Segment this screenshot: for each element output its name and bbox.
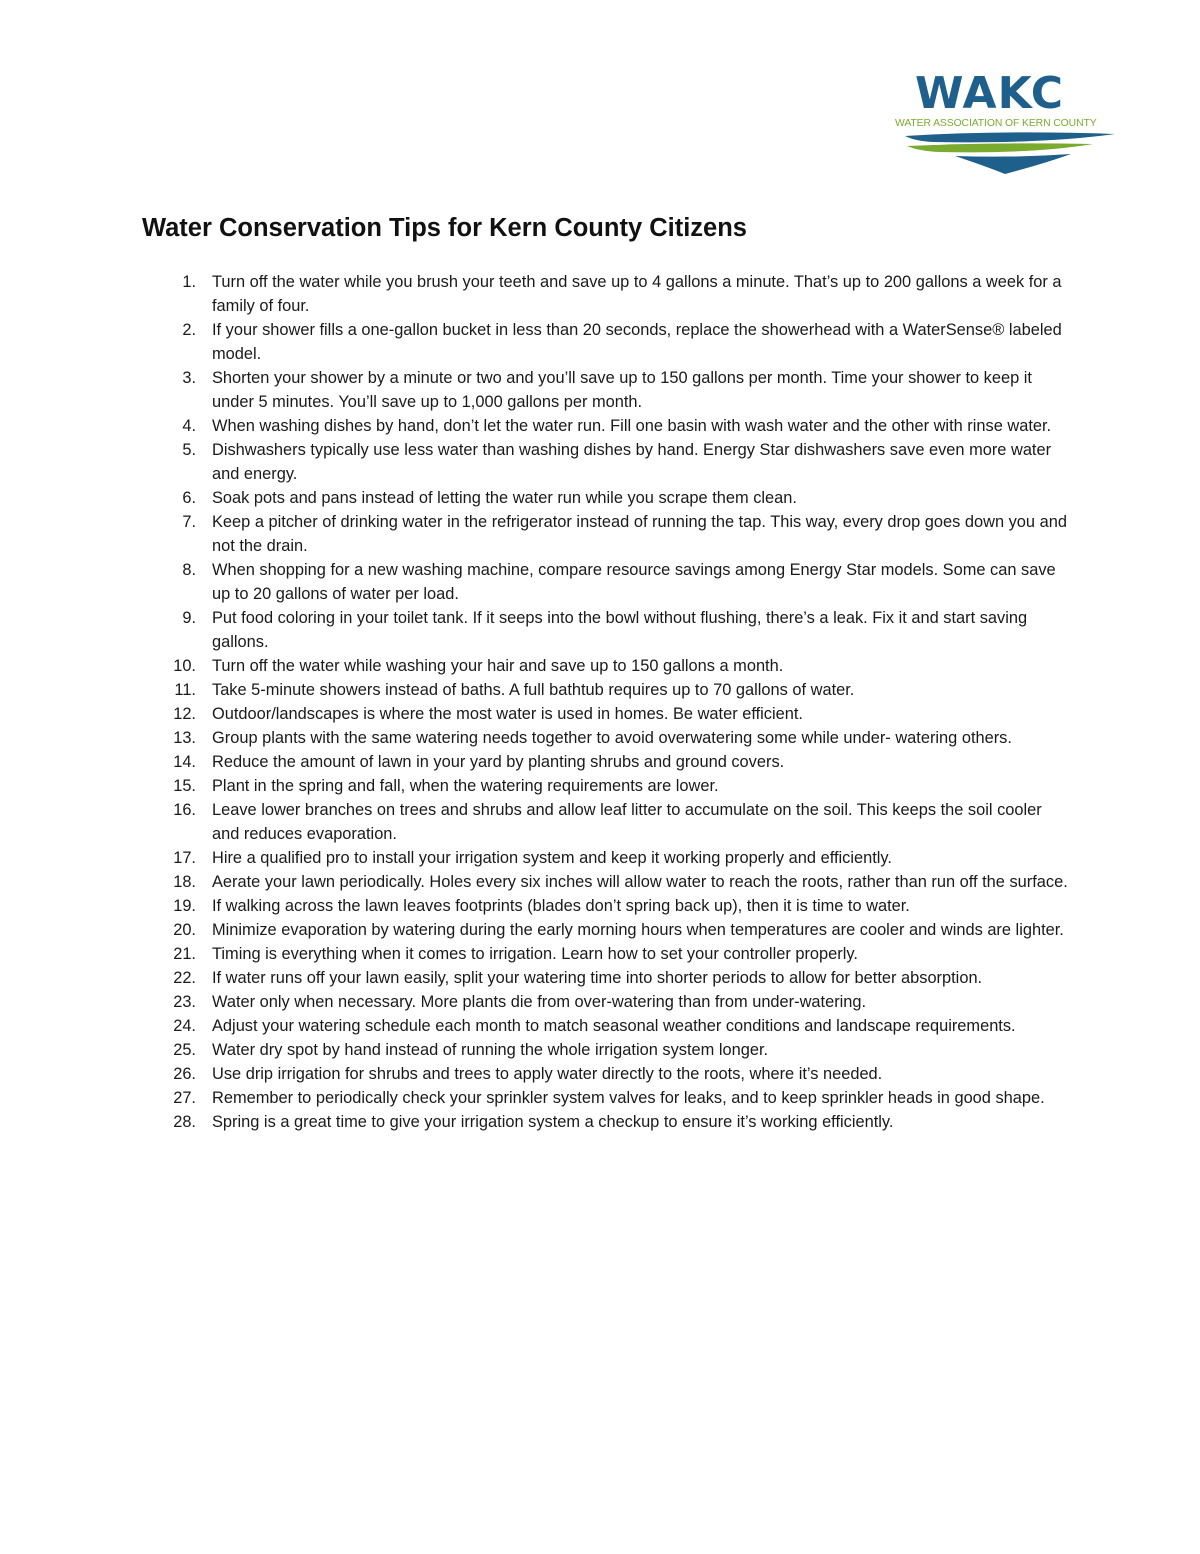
tip-item [172, 870, 1072, 894]
tip-text: Take 5-minute showers instead of baths. A full bathtub requires up to 70 gallons of water. [212, 681, 855, 699]
tip-text: When washing dishes by hand, don’t let the water run. Fill one basin with wash water and the other with rinse water. [212, 417, 1052, 435]
tip-item [172, 1062, 1072, 1086]
tip-number: 28. [173, 1113, 196, 1131]
tip-text: Turn off the water while washing your hair and save up to 150 gallons a month. [212, 657, 784, 675]
tip-text: Leave lower branches on trees and shrubs and allow leaf litter to accumulate on the soil. This keeps the soil cooler and reduces evaporation. [212, 801, 1042, 843]
tip-text: Turn off the water while you brush your teeth and save up to 4 gallons a minute. That’s up to 200 gallons a week for a family of four. [212, 273, 1062, 315]
tip-item [172, 798, 1072, 846]
tip-text: Aerate your lawn periodically. Holes every six inches will allow water to reach the roots, rather than run off the surface. [212, 873, 1068, 891]
tip-item [172, 846, 1072, 870]
tip-item [172, 270, 1072, 318]
tip-item [172, 678, 1072, 702]
water-wave-icon [893, 128, 1119, 176]
tip-number: 13. [173, 729, 196, 747]
wave-blue-band [905, 132, 1115, 142]
tip-item [172, 486, 1072, 510]
tip-text: If water runs off your lawn easily, split your watering time into shorter periods to allow for better absorption. [212, 969, 983, 987]
tip-text: Adjust your watering schedule each month to match seasonal weather conditions and landscape requirements. [212, 1017, 1016, 1035]
tip-number: 19. [173, 897, 196, 915]
tip-number: 21. [173, 945, 196, 963]
tip-text: Remember to periodically check your sprinkler system valves for leaks, and to keep sprinkler heads in good shape. [212, 1089, 1045, 1107]
tip-item [172, 894, 1072, 918]
tip-item [172, 966, 1072, 990]
tip-number: 9. [182, 609, 196, 627]
tip-number: 26. [173, 1065, 196, 1083]
tip-item [172, 702, 1072, 726]
tip-number: 10. [173, 657, 196, 675]
tip-item [172, 654, 1072, 678]
tip-number: 23. [173, 993, 196, 1011]
page-title: Water Conservation Tips for Kern County Citizens [142, 214, 747, 242]
tip-number: 17. [173, 849, 196, 867]
tip-item [172, 1038, 1072, 1062]
tip-number: 18. [173, 873, 196, 891]
tip-number: 14. [173, 753, 196, 771]
tip-item [172, 414, 1072, 438]
tip-number: 2. [182, 321, 196, 339]
tip-number: 6. [182, 489, 196, 507]
tip-number: 16. [173, 801, 196, 819]
tip-item [172, 318, 1072, 366]
tip-number: 22. [173, 969, 196, 987]
tip-number: 12. [173, 705, 196, 723]
tips-list [172, 270, 1072, 1134]
tip-item [172, 726, 1072, 750]
tip-text: Dishwashers typically use less water than washing dishes by hand. Energy Star dishwashers save even more water and energy. [212, 441, 1052, 483]
tip-text: Shorten your shower by a minute or two and you’ll save up to 150 gallons per month. Time your shower to keep it under 5 minutes. You’ll save up to 1,000 gallons per month. [212, 369, 1032, 411]
tip-number: 7. [182, 513, 196, 531]
tip-item [172, 942, 1072, 966]
tip-number: 5. [182, 441, 196, 459]
tip-text: If walking across the lawn leaves footprints (blades don’t spring back up), then it is time to water. [212, 897, 910, 915]
tip-item [172, 990, 1072, 1014]
tip-item [172, 558, 1072, 606]
tip-item [172, 510, 1072, 558]
tip-item [172, 366, 1072, 414]
tip-text: Spring is a great time to give your irrigation system a checkup to ensure it’s working efficiently. [212, 1113, 894, 1131]
tip-text: When shopping for a new washing machine, compare resource savings among Energy Star models. Some can save up to 20 gallons of water per load. [212, 561, 1056, 603]
tip-number: 1. [182, 273, 196, 291]
tip-item [172, 1110, 1072, 1134]
tip-item [172, 438, 1072, 486]
tip-text: Water dry spot by hand instead of running the whole irrigation system longer. [212, 1041, 769, 1059]
tip-item [172, 918, 1072, 942]
tip-text: Put food coloring in your toilet tank. If it seeps into the bowl without flushing, there’s a leak. Fix it and start saving gallons. [212, 609, 1028, 651]
tip-number: 27. [173, 1089, 196, 1107]
tip-item [172, 1014, 1072, 1038]
tip-text: Plant in the spring and fall, when the watering requirements are lower. [212, 777, 719, 795]
tip-text: Soak pots and pans instead of letting the water run while you scrape them clean. [212, 489, 797, 507]
wave-point [955, 154, 1071, 174]
tip-number: 11. [174, 681, 196, 699]
tip-item [172, 606, 1072, 654]
tip-text: Water only when necessary. More plants die from over-watering than from under-watering. [212, 993, 867, 1011]
tip-text: If your shower fills a one-gallon bucket in less than 20 seconds, replace the showerhead with a WaterSense® labeled model. [212, 321, 1062, 363]
tip-text: Use drip irrigation for shrubs and trees to apply water directly to the roots, where it’s needed. [212, 1065, 883, 1083]
tip-item [172, 750, 1072, 774]
tip-item [172, 1086, 1072, 1110]
tip-number: 3. [182, 369, 196, 387]
tip-text: Keep a pitcher of drinking water in the refrigerator instead of running the tap. This way, every drop goes down you and not the drain. [212, 513, 1067, 555]
tip-number: 24. [173, 1017, 196, 1035]
tip-number: 15. [173, 777, 196, 795]
logo-wordmark: WAKC [915, 68, 1065, 119]
tip-text: Outdoor/landscapes is where the most water is used in homes. Be water efficient. [212, 705, 803, 723]
tip-number: 25. [173, 1041, 196, 1059]
tip-text: Hire a qualified pro to install your irrigation system and keep it working properly and efficiently. [212, 849, 892, 867]
tip-text: Minimize evaporation by watering during the early morning hours when temperatures are cooler and winds are lighter. [212, 921, 1064, 939]
tip-text: Timing is everything when it comes to irrigation. Learn how to set your controller properly. [212, 945, 858, 963]
tip-text: Reduce the amount of lawn in your yard by planting shrubs and ground covers. [212, 753, 785, 771]
tip-text: Group plants with the same watering needs together to avoid overwatering some while under- watering others. [212, 729, 1012, 747]
logo-tagline: WATER ASSOCIATION OF KERN COUNTY [895, 118, 1097, 129]
wave-green-band [907, 143, 1093, 152]
wakc-logo [893, 68, 1119, 176]
tip-number: 20. [173, 921, 196, 939]
tip-number: 8. [182, 561, 196, 579]
tip-number: 4. [182, 417, 196, 435]
tip-item [172, 774, 1072, 798]
